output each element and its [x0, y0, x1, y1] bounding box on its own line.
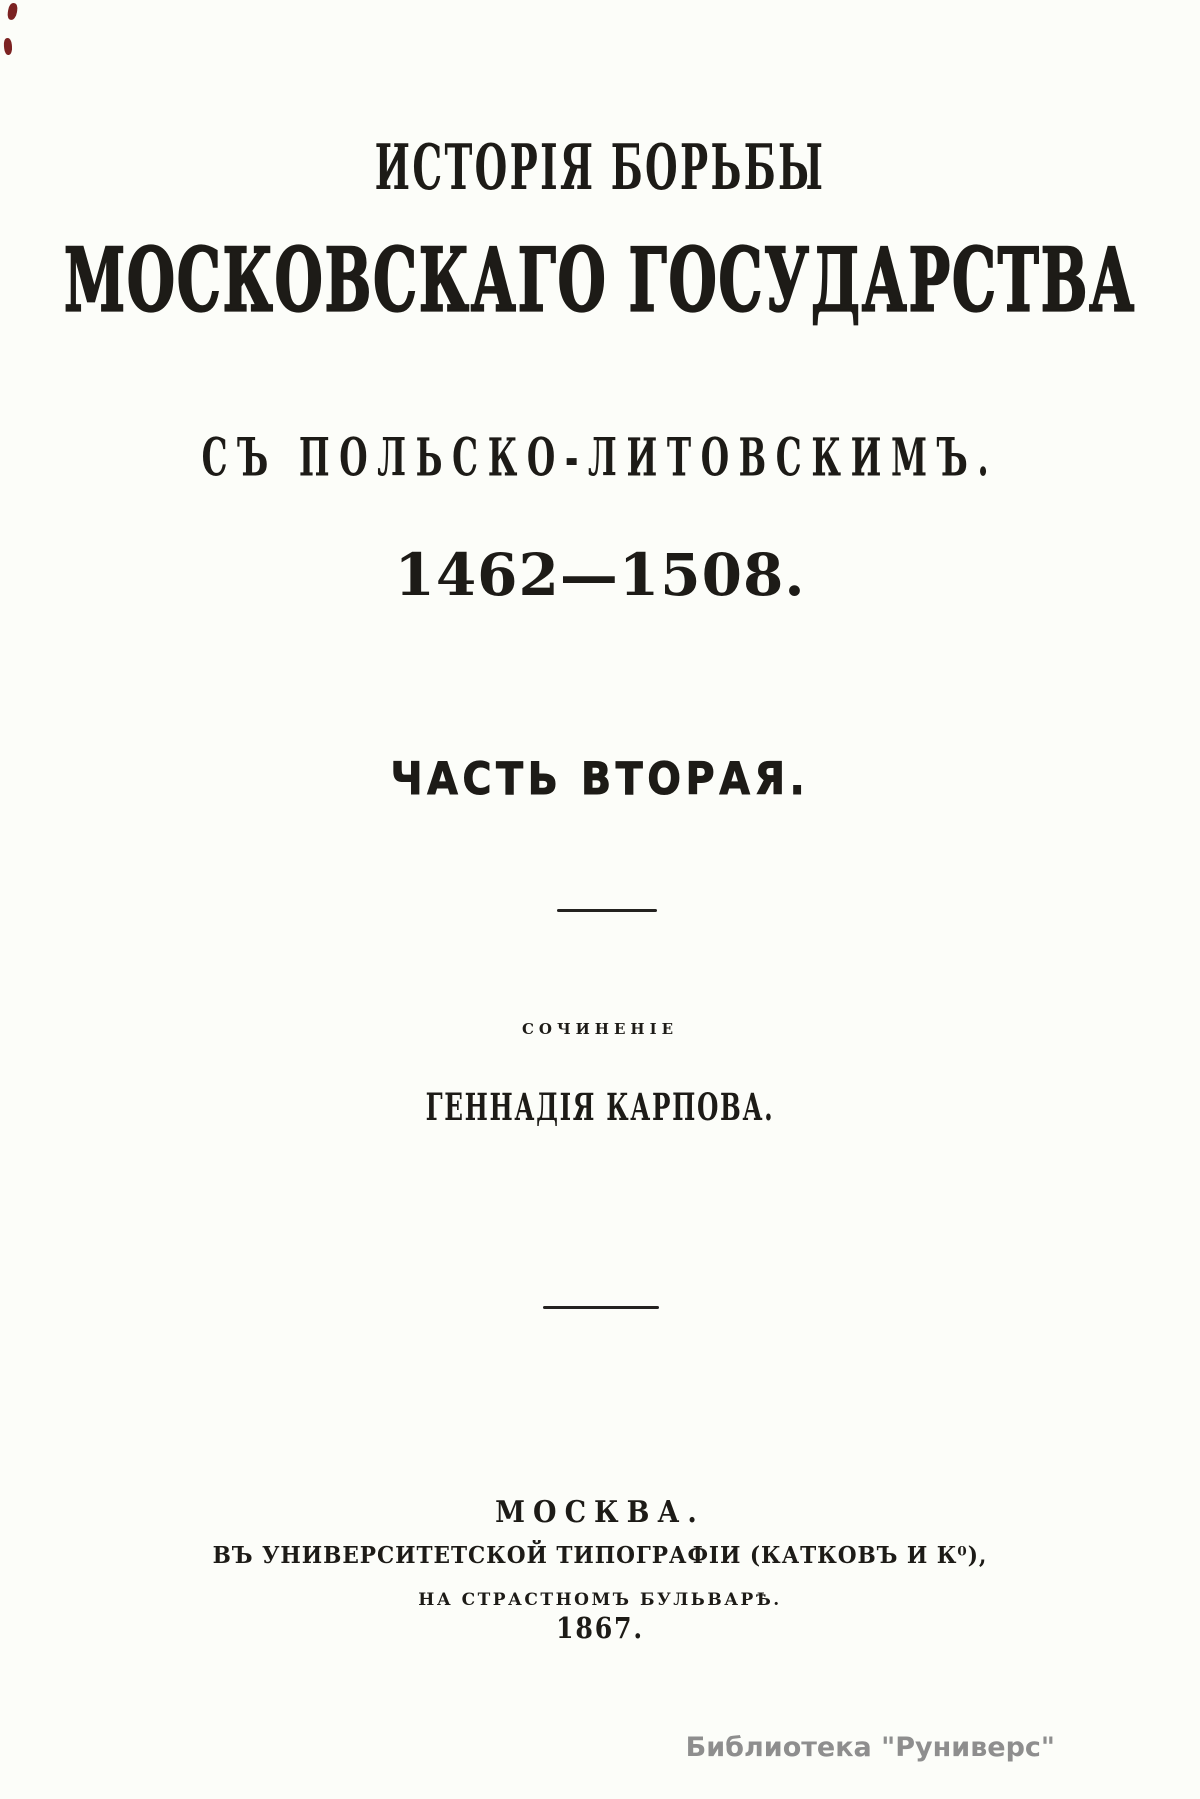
- author-name: ГЕННАДІЯ КАРПОВА.: [425, 1086, 775, 1130]
- divider-rule-bottom: [543, 1306, 659, 1309]
- imprint-address: НА СТРАСТНОМЪ БУЛЬВАРѢ.: [418, 1590, 782, 1610]
- red-scan-mark: [7, 2, 19, 20]
- byline-label: СОЧИНЕНІЕ: [521, 1020, 679, 1038]
- part-label: ЧАСТЬ ВТОРАЯ.: [390, 752, 810, 805]
- publication-year: 1867.: [556, 1610, 644, 1646]
- imprint-printer: ВЪ УНИВЕРСИТЕТСКОЙ ТИПОГРАФІИ (КАТКОВЪ И К⁰),: [212, 1542, 988, 1569]
- date-range: 1462—1508.: [394, 541, 806, 609]
- publication-city: МОСКВА.: [495, 1495, 705, 1530]
- library-watermark: Библиотека "Руниверс": [685, 1732, 1055, 1763]
- red-scan-mark: [3, 38, 13, 56]
- divider-rule-top: [557, 909, 657, 912]
- book-title-line1: ИСТОРІЯ БОРЬБЫ: [374, 131, 826, 205]
- book-title-line2: МОСКОВСКАГО ГОСУДАРСТВА: [63, 230, 1137, 333]
- book-subtitle: СЪ ПОЛЬСКО-ЛИТОВСКИМЪ.: [201, 428, 999, 489]
